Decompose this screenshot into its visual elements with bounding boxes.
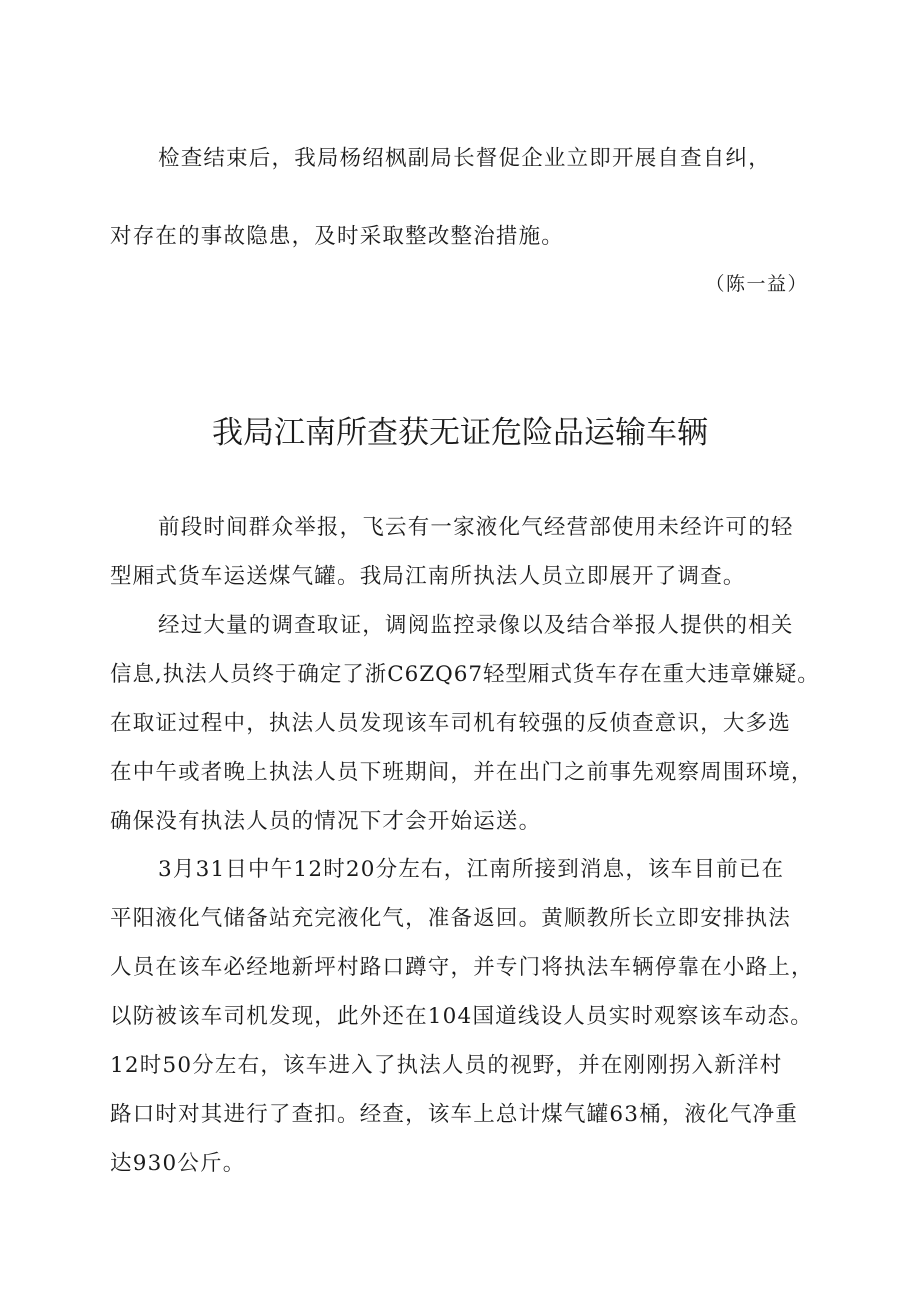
- paragraph-2-line-4: 在中午或者晚上执法人员下班期间，并在出门之前事先观察周围环境，: [110, 760, 814, 785]
- paragraph-2-line-3: 在取证过程中，执法人员发现该车司机有较强的反侦查意识，大多选: [110, 711, 792, 736]
- previous-article-line-1: 检查结束后，我局杨绍枫副局长督促企业立即开展自查自纠，: [158, 146, 771, 171]
- paragraph-1-line-1: 前段时间群众举报，飞云有一家液化气经营部使用未经许可的轻: [158, 515, 794, 540]
- paragraph-1-line-2: 型厢式货车运送煤气罐。我局江南所执法人员立即展开了调查。: [110, 564, 746, 589]
- paragraph-2-line-1: 经过大量的调查取证，调阅监控录像以及结合举报人提供的相关: [158, 613, 794, 638]
- paragraph-3-line-4: 以防被该车司机发现，此外还在104国道线设人员实时观察该车动态。: [110, 1004, 813, 1029]
- previous-article-line-2: 对存在的事故隐患，及时采取整改整治措施。: [110, 224, 565, 249]
- paragraph-3-line-7: 达930公斤。: [110, 1151, 246, 1176]
- author-byline: （陈一益）: [705, 273, 808, 295]
- paragraph-3-line-2: 平阳液化气储备站充完液化气，准备返回。黄顺教所长立即安排执法: [110, 906, 792, 931]
- article-title: 我局江南所查获无证危险品运输车辆: [212, 415, 708, 451]
- paragraph-2-line-5: 确保没有执法人员的情况下才会开始运送。: [110, 809, 542, 834]
- paragraph-3-line-5: 12时50分左右，该车进入了执法人员的视野，并在刚刚拐入新洋村: [110, 1053, 783, 1078]
- paragraph-3-line-1: 3月31日中午12时20分左右，江南所接到消息，该车目前已在: [158, 857, 785, 882]
- paragraph-2-line-2: 信息,执法人员终于确定了浙C6ZQ67轻型厢式货车存在重大违章嫌疑。: [110, 662, 820, 687]
- paragraph-3-line-6: 路口时对其进行了查扣。经查，该车上总计煤气罐63桶，液化气净重: [110, 1102, 799, 1127]
- paragraph-3-line-3: 人员在该车必经地新坪村路口蹲守，并专门将执法车辆停靠在小路上，: [110, 955, 814, 980]
